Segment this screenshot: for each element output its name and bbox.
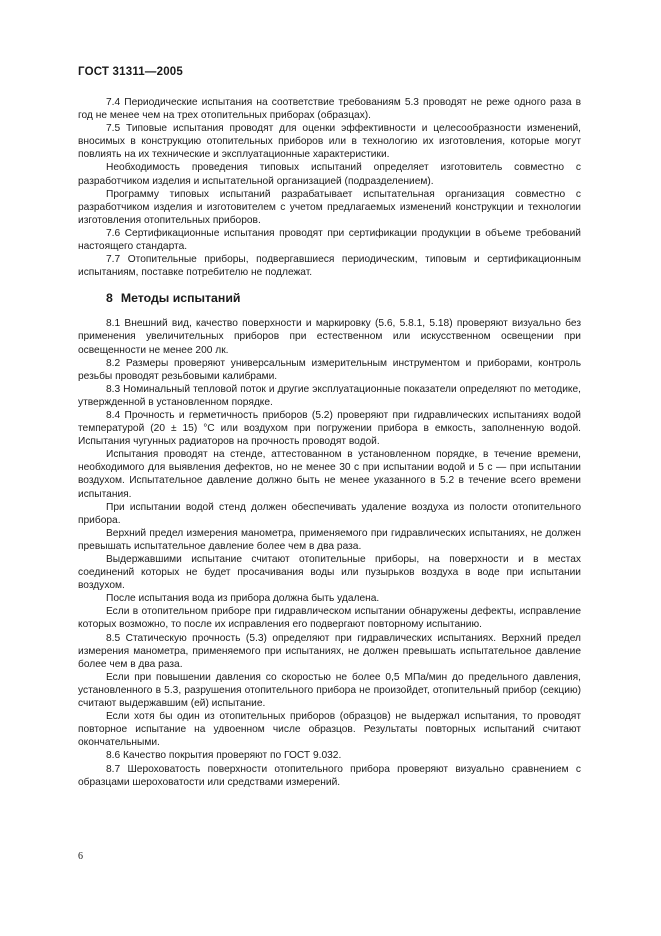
paragraph-8-4-air-removal: При испытании водой стенд должен обеспечивать удаление воздуха из полости отопительного прибора.: [78, 501, 581, 526]
section-number: 8: [106, 291, 113, 306]
paragraph-8-4-defects: Если в отопительном приборе при гидравлическом испытании обнаружены дефекты, исправление которых возможно, то после их исправления его подвергают повторному испытанию.: [78, 606, 581, 631]
paragraph-7-6: 7.6 Сертификационные испытания проводят при сертификации продукции в объеме требований настоящего стандарта.: [78, 227, 581, 253]
paragraph-7-5: 7.5 Типовые испытания проводят для оценки эффективности и целесообразности изменений, вносимых в конструкцию отопительных приборов или в технологию их изготовления, которые могут повлиять на их технические и эксплуатационные характеристики.: [78, 123, 581, 161]
paragraph-7-5-necessity: Необходимость проведения типовых испытаний определяет изготовитель совместно с разработчиком изделия и испытательной организацией (подразделением).: [78, 162, 581, 187]
paragraph-8-3: 8.3 Номинальный тепловой поток и другие эксплуатационные показатели определяют по методике, утвержденной в установленном порядке.: [78, 383, 581, 408]
paragraph-group-after: [78, 317, 581, 788]
paragraph-8-5: 8.5 Статическую прочность (5.3) определяют при гидравлических испытаниях. Верхний предел измерения манометра, применяемого при испытаниях, не должен превышать испытательное давление более чем в два раза.: [78, 632, 581, 670]
paragraph-8-1: 8.1 Внешний вид, качество поверхности и маркировку (5.6, 5.8.1, 5.18) проверяют визуально без применения увеличительных приборов при естественном или искусственном освещении при освещенности не менее 200 лк.: [78, 318, 581, 356]
paragraph-group-before: [78, 96, 581, 279]
paragraph-7-7: 7.7 Отопительные приборы, подвергавшиеся периодическим, типовым и сертификационным испытаниям, поставке потребителю не подлежат.: [78, 254, 581, 279]
paragraph-8-4-water-removal: После испытания вода из прибора должна быть удалена.: [106, 593, 380, 605]
paragraph-7-5-program: Программу типовых испытаний разрабатывает испытательная организация совместно с разработчиком изделия и изготовителем с учетом предлагаемых изменений конструкции и технологии изготовления отопительных приборов.: [78, 188, 581, 226]
paragraph-8-4-manometer: Верхний предел измерения манометра, применяемого при гидравлических испытаниях, не должен превышать испытательное давление более чем в два раза.: [78, 527, 581, 552]
paragraph-8-4: 8.4 Прочность и герметичность приборов (5.2) проверяют при гидравлических испытаниях водой температурой (20 ± 15) °C или воздухом при погружении прибора в емкость, заполненную водой. Испытания чугунных радиаторов на прочность проводят водой.: [78, 409, 581, 448]
paragraph-8-5-pressure: Если при повышении давления со скоростью не более 0,5 МПа/мин до предельного давления, установленного в 5.3, разрушения отопительного прибора не произойдет, отопительный прибор (секцию) считают выдержавшим (ей) испытание.: [78, 671, 581, 710]
paragraph-7-4: 7.4 Периодические испытания на соответствие требованиям 5.3 проводят не реже одного раза в год не менее чем на трех отопительных приборах (образцах).: [78, 97, 581, 122]
paragraph-8-7: 8.7 Шероховатость поверхности отопительного прибора проверяют визуально сравнением с образцами шероховатости или средствами измерений.: [78, 763, 581, 788]
paragraph-8-5-retest: Если хотя бы один из отопительных приборов (образцов) не выдержал испытания, то проводят повторное испытание на удвоенном числе образцов. Результаты повторных испытаний считают окончательными.: [78, 711, 581, 749]
document-code: ГОСТ 31311—2005: [78, 66, 183, 78]
document-body: [78, 96, 581, 789]
page-number: 6: [78, 851, 83, 862]
paragraph-8-2: 8.2 Размеры проверяют универсальным измерительным инструментом и приборами, контроль резьбы проводят резьбовыми калибрами.: [78, 357, 581, 382]
paragraph-8-4-stand: Испытания проводят на стенде, аттестованном в установленном порядке, в течение времени, необходимого для выявления дефектов, но не менее 30 с при испытании водой и 5 с — при испытании воздухом. Испытательное давление должно быть не менее указанного в 5.2 в течение всего времени испытания.: [78, 449, 581, 500]
paragraph-8-6: 8.6 Качество покрытия проверяют по ГОСТ 9.032.: [106, 750, 342, 762]
paragraph-8-4-passed: Выдержавшими испытание считают отопительные приборы, на поверхности и в местах соединений которых не будет просачивания воды или пузырьков воздуха в воде при испытании воздухом.: [78, 554, 581, 592]
section-title: Методы испытаний: [120, 291, 241, 306]
section-heading: [78, 291, 581, 305]
